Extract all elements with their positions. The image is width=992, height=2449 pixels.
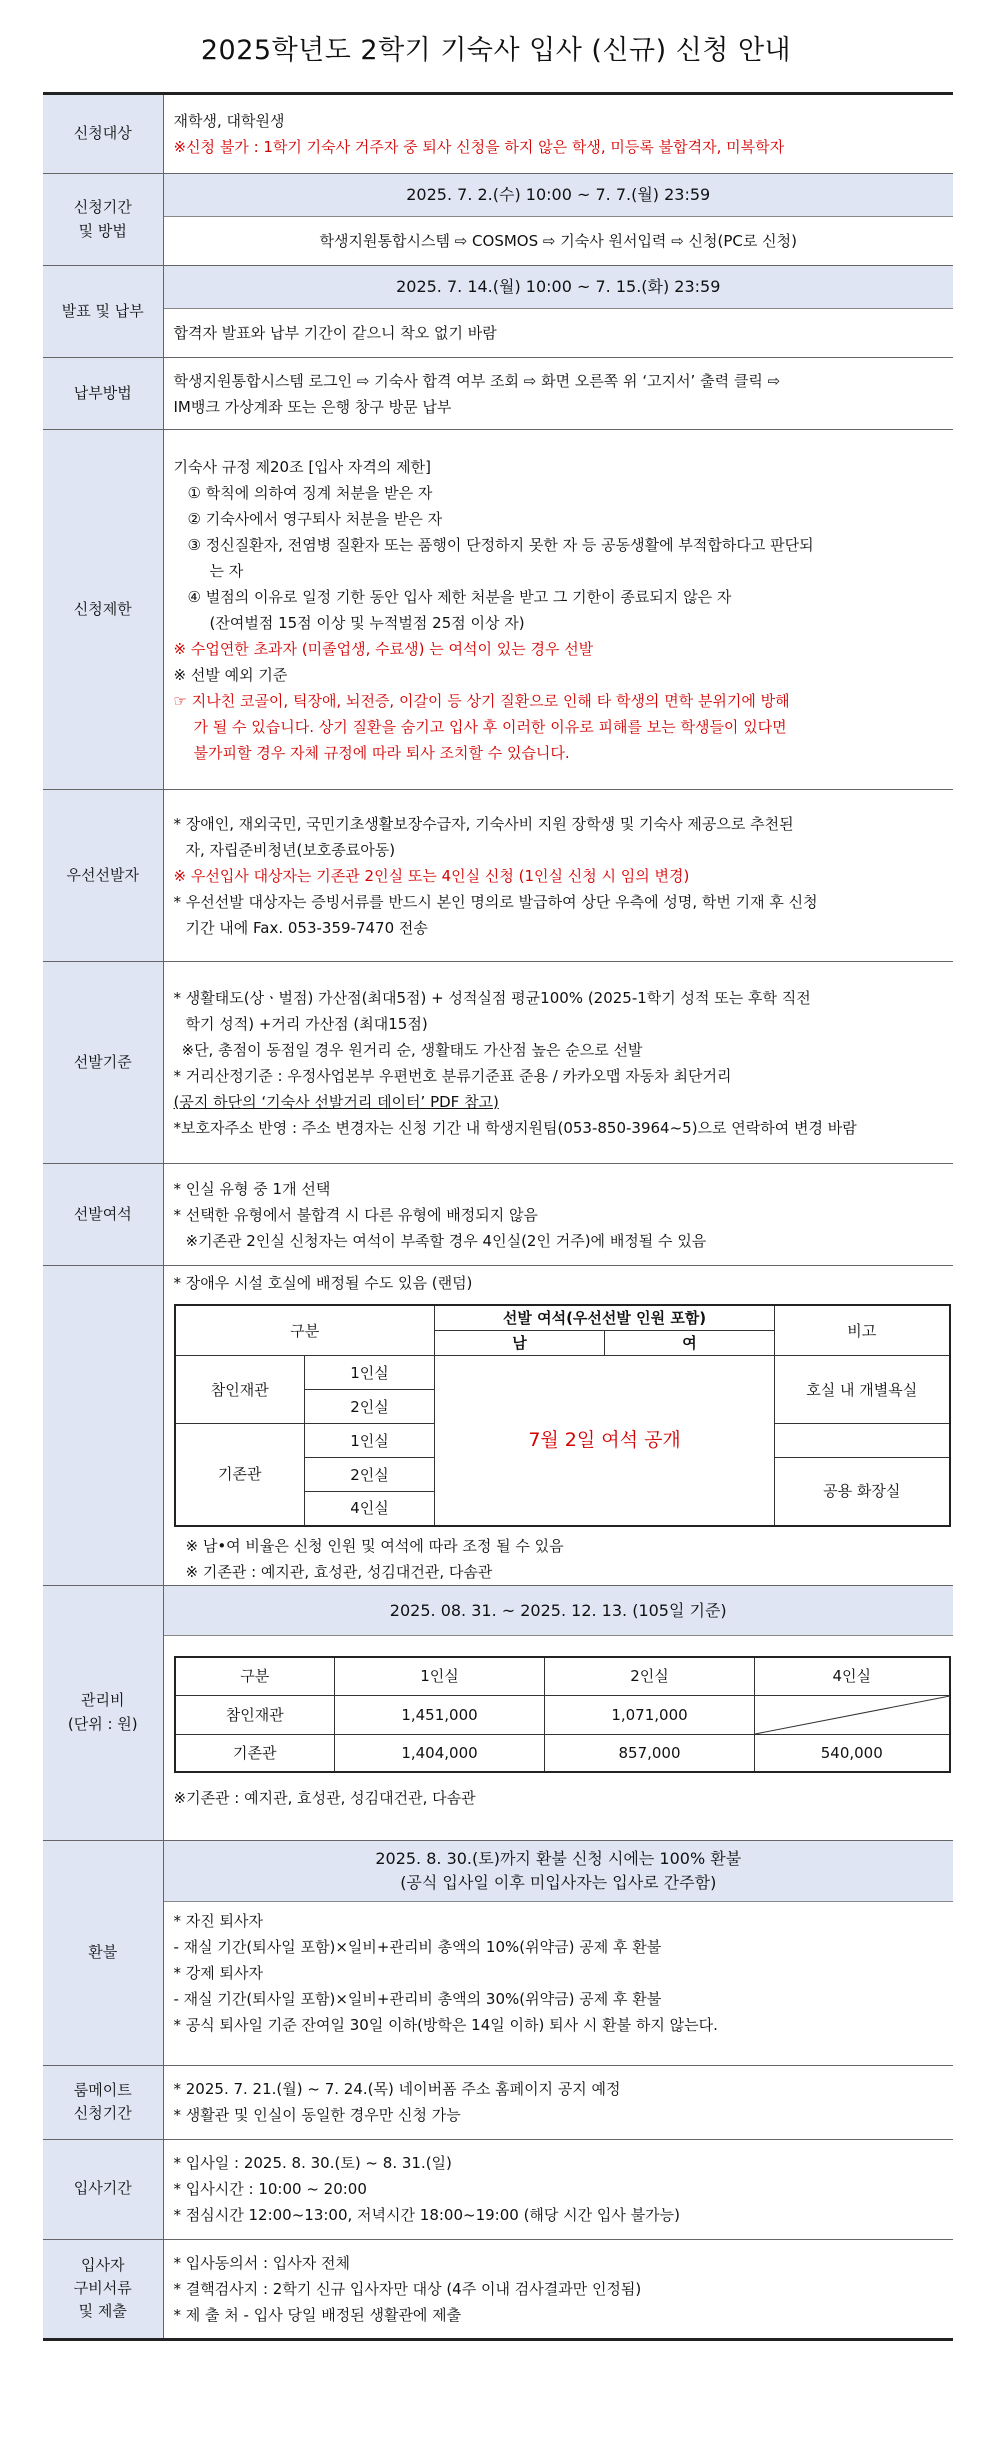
restriction-item-2: ② 기숙사에서 영구퇴사 처분을 받은 자 [187,509,443,528]
fee-row2-quad: 540,000 [755,1734,950,1772]
row-payment [43,358,953,430]
refund-head-2: (공식 입사일 이후 미입사자는 입사로 간주함) [400,1872,717,1892]
rooms-building-2: 기존관 [175,1424,305,1526]
criteria-line-5: *보호자주소 반영 : 주소 변경자는 신청 기간 내 학생지원팀(053-850-3964~5)으로 연락하여 변경 바람 [173,1118,857,1137]
rooms-foot-2: ※ 기존관 : 예지관, 효성관, 성김대건관, 다솜관 [185,1562,493,1581]
restriction-overdue-note: ※ 수업연한 초과자 (미졸업생, 수료생) 는 여석이 있는 경우 선발 [173,639,594,658]
notice-table [43,92,953,2341]
documents-line-3: * 제 출 처 - 입사 당일 배정된 생활관에 제출 [173,2305,462,2324]
rooms-type: 4인실 [305,1492,435,1526]
row-rooms [43,1266,953,1586]
label-movein: 입사기간 [43,2139,163,2239]
rooms-type: 2인실 [305,1390,435,1424]
diagonal-line [755,1696,950,1734]
priority-line-2b: 기간 내에 Fax. 053-359-7470 전송 [185,918,428,937]
label-application-2: 및 방법 [78,221,127,240]
eligibility-line: 재학생, 대학원생 [173,112,285,130]
rooms-type: 1인실 [305,1424,435,1458]
application-method: 학생지원통합시스템 ⇨ COSMOS ⇨ 기숙사 원서입력 ⇨ 신청(PC로 신청) [319,231,797,250]
label-roommate [43,2065,163,2139]
documents-line-1: * 입사동의서 : 입사자 전체 [173,2253,351,2272]
rooms-h-female: 여 [605,1331,775,1356]
payment-line-1: 학생지원통합시스템 로그인 ⇨ 기숙사 합격 여부 조회 ⇨ 화면 오른쪽 위 ‘고지서’ 출력 클릭 ⇨ [173,371,781,390]
rooms-building-1: 참인재관 [175,1356,305,1424]
fee-row2-double: 857,000 [545,1734,755,1772]
fee-h-quad: 4인실 [755,1657,950,1695]
rooms-remark-blank [775,1424,950,1458]
label-rooms-empty [43,1266,163,1586]
vacancy-line-2: * 선택한 유형에서 불합격 시 다른 유형에 배정되지 않음 [173,1205,538,1224]
priority-line-1b: 자, 자립준비청년(보호종료아동) [185,840,396,859]
refund-line-3: * 강제 퇴사자 [173,1963,263,1982]
restriction-item-1: ① 학칙에 의하여 징계 처분을 받은 자 [187,483,433,502]
fee-row1-single: 1,451,000 [335,1695,545,1734]
criteria-line-1: * 생활태도(상ㆍ벌점) 가산점(최대5점) + 성적실점 평균100% (2025-1학기 성적 또는 후학 직전 [173,988,811,1007]
fee-row1-name: 참인재관 [175,1695,335,1734]
fee-foot: ※기존관 : 예지관, 효성관, 성김대건관, 다솜관 [173,1789,476,1808]
criteria-line-3: * 거리산정기준 : 우정사업본부 우편번호 분류기준표 준용 / 카카오맵 자동차 최단거리 [173,1066,732,1085]
fee-h-double: 2인실 [545,1657,755,1695]
fee-row1-double: 1,071,000 [545,1695,755,1734]
rooms-type: 2인실 [305,1458,435,1492]
refund-line-4: - 재실 기간(퇴사일 포함)×일비+관리비 총액의 30%(위약금) 공제 후 환불 [173,1989,662,2008]
row-refund [43,1840,953,2065]
label-documents-3: 및 제출 [78,2302,127,2321]
rooms-table [174,1304,951,1527]
documents-line-2: * 결핵검사지 : 2학기 신규 입사자만 대상 (4주 이내 검사결과만 인정됨) [173,2279,642,2298]
restriction-exception: ※ 선발 예외 기준 [173,665,288,684]
rooms-type: 1인실 [305,1356,435,1390]
roommate-line-1: * 2025. 7. 21.(월) ~ 7. 24.(목) 네이버폼 주소 홈페이지 공지 예정 [173,2080,621,2098]
fee-h-division: 구분 [175,1657,335,1695]
rooms-h-division: 구분 [175,1305,435,1356]
criteria-line-1b: 학기 성적) +거리 가산점 (최대15점) [185,1014,428,1033]
rooms-foot-1: ※ 남•여 비율은 신청 인원 및 여석에 따라 조정 될 수 있음 [185,1536,564,1555]
fee-row1-quad-na [755,1695,950,1734]
row-announcement [43,266,953,358]
restriction-item-3-cont: 는 자 [209,561,244,580]
restriction-item-4: ④ 벌점의 이유로 일정 기한 동안 입사 제한 처분을 받고 그 기한이 종료되지 않은 자 [187,587,732,606]
rooms-h-seats: 선발 여석(우선선발 인원 포함) [435,1305,775,1331]
rooms-remark-1: 호실 내 개별욕실 [775,1356,950,1424]
movein-line-3: * 점심시간 12:00~13:00, 저녁시간 18:00~19:00 (해당 시간 입사 불가능) [173,2206,680,2224]
row-priority [43,790,953,962]
movein-line-1: * 입사일 : 2025. 8. 30.(토) ~ 8. 31.(일) [173,2154,452,2172]
label-fee-2: (단위 : 원) [67,1714,138,1733]
row-fee [43,1585,953,1840]
criteria-line-2: ※단, 총점이 동점일 경우 원거리 순, 생활태도 가산점 높은 순으로 선발 [181,1040,643,1059]
label-documents-1: 입사자 [81,2255,125,2274]
rooms-h-remark: 비고 [775,1305,950,1356]
announcement-period: 2025. 7. 14.(월) 10:00 ~ 7. 15.(화) 23:59 [164,266,954,309]
refund-head-1: 2025. 8. 30.(토)까지 환불 신청 시에는 100% 환불 [375,1848,742,1868]
vacancy-line-3: ※기존관 2인실 신청자는 여석이 부족할 경우 4인실(2인 거주)에 배정될 수 있음 [185,1231,707,1250]
restriction-item-3: ③ 정신질환자, 전염병 질환자 또는 품행이 단정하지 못한 자 등 공동생활에 부적합하다고 판단되 [187,535,814,554]
refund-line-1: * 자진 퇴사자 [173,1911,263,1930]
restriction-disease-2: 가 될 수 있습니다. 상기 질환을 숨기고 입사 후 이러한 이유로 피해를 보는 학생들이 있다면 [193,717,787,736]
page-title: 2025학년도 2학기 기숙사 입사 (신규) 신청 안내 [200,35,792,66]
criteria-line-4: (공지 하단의 ‘기숙사 선발거리 데이터’ PDF 참고) [173,1092,499,1111]
label-refund: 환불 [43,1840,163,2065]
refund-line-2: - 재실 기간(퇴사일 포함)×일비+관리비 총액의 10%(위약금) 공제 후 환불 [173,1937,662,1956]
restriction-item-4-cont: (잔여벌점 15점 이상 및 누적벌점 25점 이상 자) [209,613,525,632]
label-payment: 납부방법 [43,358,163,430]
roommate-line-2: * 생활관 및 인실이 동일한 경우만 신청 가능 [173,2106,461,2124]
label-fee-1: 관리비 [81,1691,125,1710]
eligibility-warning: ※신청 불가 : 1학기 기숙사 거주자 중 퇴사 신청을 하지 않은 학생, 미등록 불합격자, 미복학자 [173,138,785,156]
rooms-announce: 7월 2일 여석 공개 [435,1356,775,1526]
label-restriction: 신청제한 [43,430,163,790]
rooms-remark-2: 공용 화장실 [775,1458,950,1526]
label-documents [43,2239,163,2339]
row-criteria [43,962,953,1164]
label-application [43,174,163,266]
row-application [43,174,953,266]
row-restriction [43,430,953,790]
label-roommate-2: 신청기간 [73,2104,132,2122]
label-criteria: 선발기준 [43,962,163,1164]
row-documents [43,2239,953,2339]
restriction-disease-1: ☞ 지나친 코골이, 틱장애, 뇌전증, 이갈이 등 상기 질환으로 인해 타 학생의 면학 분위기에 방해 [173,691,790,710]
label-roommate-1: 룸메이트 [73,2080,132,2099]
refund-line-5: * 공식 퇴사일 기준 잔여일 30일 이하(방학은 14일 이하) 퇴사 시 환불 하지 않는다. [173,2015,718,2034]
fee-row2-name: 기존관 [175,1734,335,1772]
priority-line-2: * 우선선발 대상자는 증빙서류를 반드시 본인 명의로 발급하여 상단 우측에 성명, 학번 기재 후 신청 [173,892,818,911]
label-application-1: 신청기간 [73,198,132,217]
label-priority: 우선선발자 [43,790,163,962]
fee-h-single: 1인실 [335,1657,545,1695]
restriction-disease-3: 불가피할 경우 자체 규정에 따라 퇴사 조치할 수 있습니다. [193,743,570,762]
fee-row2-single: 1,404,000 [335,1734,545,1772]
priority-line-1: * 장애인, 재외국민, 국민기초생활보장수급자, 기숙사비 지원 장학생 및 기숙사 제공으로 추천된 [173,814,794,833]
rooms-note-top: * 장애우 시설 호실에 배정될 수도 있음 (랜덤) [173,1274,473,1292]
label-vacancy: 선발여석 [43,1164,163,1266]
restriction-heading: 기숙사 규정 제20조 [입사 자격의 제한] [173,457,431,476]
row-roommate [43,2065,953,2139]
row-vacancy [43,1164,953,1266]
label-announcement: 발표 및 납부 [43,266,163,358]
fee-table [174,1656,951,1773]
label-fee [43,1585,163,1840]
row-eligibility [43,94,953,174]
announcement-note: 합격자 발표와 납부 기간이 같으니 착오 없기 바람 [173,323,497,342]
row-movein [43,2139,953,2239]
movein-line-2: * 입사시간 : 10:00 ~ 20:00 [173,2180,367,2198]
label-eligibility: 신청대상 [43,94,163,174]
application-period: 2025. 7. 2.(수) 10:00 ~ 7. 7.(월) 23:59 [164,174,954,217]
rooms-h-male: 남 [435,1331,605,1356]
refund-head [164,1841,954,1902]
label-documents-2: 구비서류 [73,2278,132,2297]
priority-red: ※ 우선입사 대상자는 기존관 2인실 또는 4인실 신청 (1인실 신청 시 임의 변경) [173,866,690,885]
payment-line-2: IM뱅크 가상계좌 또는 은행 창구 방문 납부 [173,397,452,416]
fee-period: 2025. 08. 31. ~ 2025. 12. 13. (105일 기준) [164,1586,954,1637]
vacancy-line-1: * 인실 유형 중 1개 선택 [173,1179,331,1198]
